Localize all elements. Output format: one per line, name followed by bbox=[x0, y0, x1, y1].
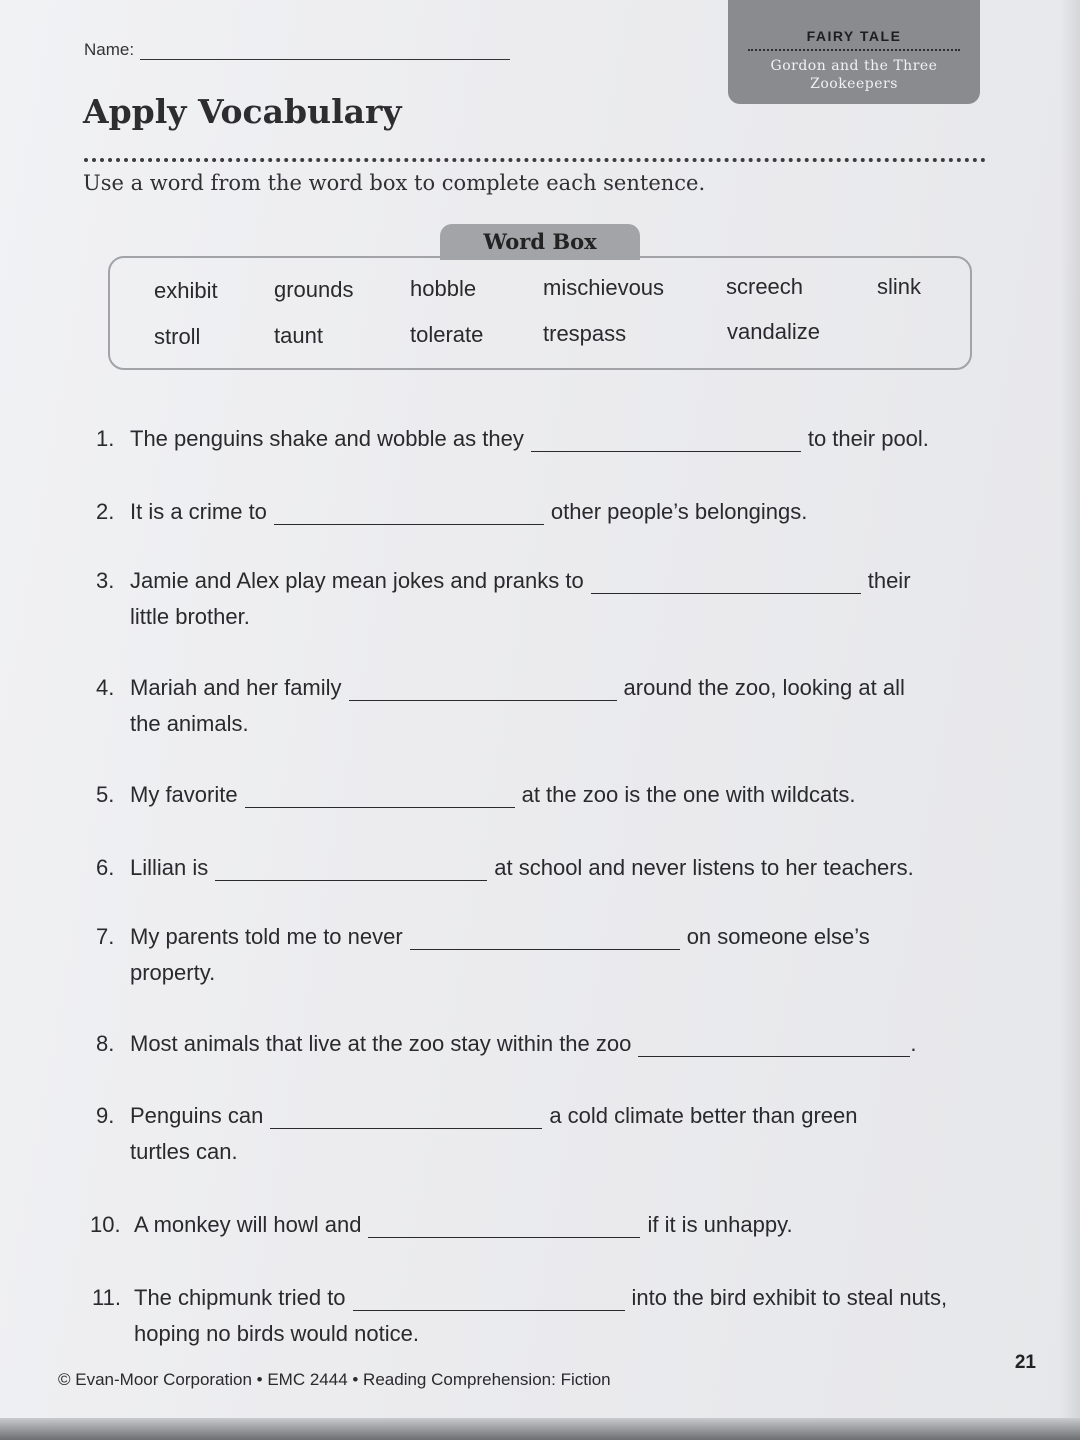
answer-blank[interactable] bbox=[215, 863, 487, 881]
word-box-item: stroll bbox=[154, 324, 201, 349]
word-box-item: slink bbox=[877, 274, 922, 299]
question-6 bbox=[96, 855, 914, 881]
genre-tag bbox=[728, 0, 980, 104]
question-text: Jamie and Alex play mean jokes and pranks to bbox=[130, 568, 584, 593]
word-box-item: mischievous bbox=[543, 275, 665, 300]
answer-blank[interactable] bbox=[410, 932, 680, 950]
question-11 bbox=[92, 1285, 947, 1347]
question-number: 11. bbox=[92, 1285, 121, 1310]
question-text: It is a crime to bbox=[130, 499, 267, 524]
page-number: 21 bbox=[1014, 1352, 1036, 1373]
question-text-after: their bbox=[867, 568, 911, 593]
question-number: 7. bbox=[96, 924, 115, 949]
question-text: The chipmunk tried to bbox=[134, 1285, 346, 1310]
question-number: 6. bbox=[96, 855, 115, 880]
question-text: My favorite bbox=[130, 782, 238, 807]
answer-blank[interactable] bbox=[353, 1293, 625, 1311]
question-5 bbox=[96, 782, 855, 808]
question-text-continued: hoping no birds would notice. bbox=[134, 1321, 419, 1346]
name-blank bbox=[140, 44, 510, 60]
word-box-item: vandalize bbox=[727, 319, 820, 344]
question-text: My parents told me to never bbox=[130, 924, 403, 949]
footer-credit: © Evan-Moor Corporation • EMC 2444 • Reading Comprehension: Fiction bbox=[58, 1370, 611, 1389]
question-4 bbox=[96, 675, 905, 737]
answer-blank[interactable] bbox=[270, 1111, 542, 1129]
name-field bbox=[84, 40, 510, 60]
question-1 bbox=[96, 426, 929, 452]
question-number: 9. bbox=[96, 1103, 115, 1128]
question-text: The penguins shake and wobble as they bbox=[130, 426, 524, 451]
answer-blank[interactable] bbox=[531, 434, 801, 452]
answer-blank[interactable] bbox=[245, 790, 515, 808]
question-text-after: around the zoo, looking at all bbox=[623, 675, 905, 700]
question-text-continued: little brother. bbox=[130, 604, 250, 629]
question-text: Mariah and her family bbox=[130, 675, 342, 700]
question-number: 5. bbox=[96, 782, 115, 807]
question-text: Lillian is bbox=[130, 855, 209, 880]
answer-blank[interactable] bbox=[591, 576, 861, 594]
page-shadow bbox=[1060, 0, 1080, 1440]
answer-blank[interactable] bbox=[274, 507, 544, 525]
question-text-after: at the zoo is the one with wildcats. bbox=[521, 782, 856, 807]
genre-title: FAIRY TALE bbox=[748, 28, 960, 51]
page-title: Apply Vocabulary bbox=[83, 92, 402, 131]
word-box-item: screech bbox=[726, 274, 804, 299]
word-box bbox=[108, 256, 972, 370]
question-text-after: other people’s belongings. bbox=[550, 499, 808, 524]
question-text-after: at school and never listens to her teachers. bbox=[494, 855, 914, 880]
question-text-after: into the bird exhibit to steal nuts, bbox=[631, 1285, 948, 1310]
question-text: Penguins can bbox=[130, 1103, 264, 1128]
question-text: A monkey will howl and bbox=[134, 1212, 362, 1237]
question-number: 8. bbox=[96, 1031, 115, 1056]
question-text-after: to their pool. bbox=[807, 426, 929, 451]
instruction-text: Use a word from the word box to complete each sentence. bbox=[83, 171, 706, 195]
word-box-item: trespass bbox=[543, 321, 627, 346]
page-bottom-edge bbox=[0, 1418, 1080, 1440]
word-box-item: exhibit bbox=[154, 278, 218, 303]
question-3 bbox=[96, 568, 911, 630]
word-box-item: tolerate bbox=[410, 322, 484, 347]
dotted-divider bbox=[84, 158, 986, 162]
word-box-title: Word Box bbox=[440, 224, 640, 260]
question-text-continued: the animals. bbox=[130, 711, 249, 736]
question-9 bbox=[96, 1103, 858, 1165]
word-box-item: taunt bbox=[274, 323, 323, 348]
word-box-item: hobble bbox=[410, 276, 477, 301]
answer-blank[interactable] bbox=[349, 683, 617, 701]
question-number: 3. bbox=[96, 568, 115, 593]
question-7 bbox=[96, 924, 870, 986]
word-box-item: grounds bbox=[274, 277, 354, 302]
question-number: 2. bbox=[96, 499, 115, 524]
question-text: Most animals that live at the zoo stay within the zoo bbox=[130, 1031, 632, 1056]
question-text-after: if it is unhappy. bbox=[647, 1212, 793, 1237]
question-number: 10. bbox=[90, 1212, 121, 1237]
question-text-after: a cold climate better than green bbox=[549, 1103, 858, 1128]
question-10 bbox=[90, 1212, 793, 1238]
question-text-continued: property. bbox=[130, 960, 216, 985]
question-number: 4. bbox=[96, 675, 115, 700]
name-label: Name: bbox=[84, 40, 135, 59]
question-number: 1. bbox=[96, 426, 115, 451]
answer-blank[interactable] bbox=[368, 1220, 640, 1238]
question-8 bbox=[96, 1031, 916, 1057]
question-2 bbox=[96, 499, 807, 525]
question-text-after: on someone else’s bbox=[686, 924, 870, 949]
question-text-continued: turtles can. bbox=[130, 1139, 238, 1164]
answer-blank[interactable] bbox=[638, 1039, 910, 1057]
question-text-after: . bbox=[910, 1031, 917, 1056]
story-title: Gordon and the Three Zookeepers bbox=[770, 58, 938, 92]
